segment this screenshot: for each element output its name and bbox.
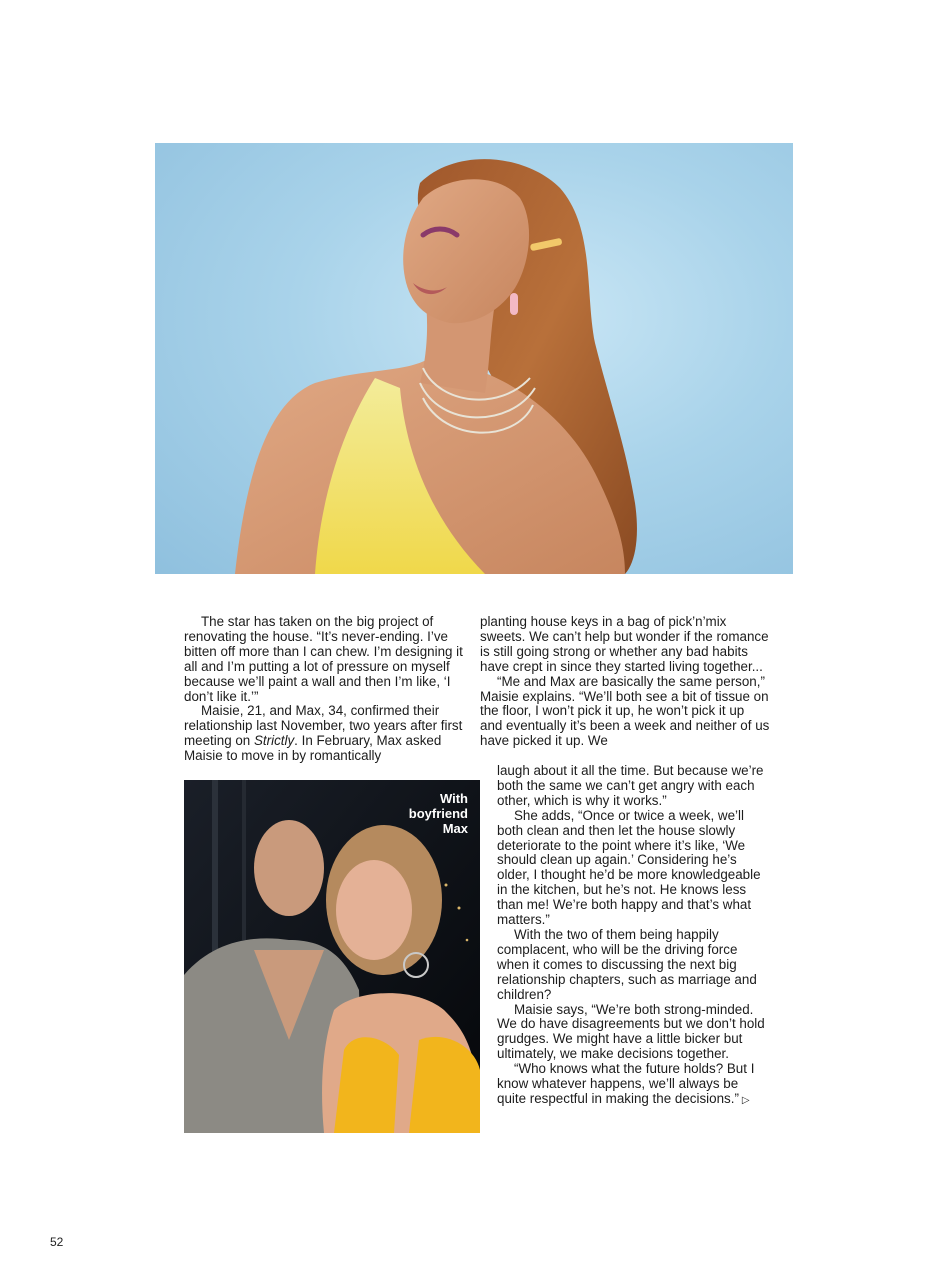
woman-face (336, 860, 412, 960)
paragraph: With the two of them being happily complacent, who will be the driving force when it comes to discussing the next big relationship chapters, such as marriage and children? (497, 926, 757, 1002)
article-left-column (184, 615, 466, 764)
caption-line: Max (442, 821, 468, 836)
photo-caption (358, 791, 468, 836)
page-number: 52 (50, 1235, 64, 1249)
end-of-article-icon: ▷ (741, 1094, 750, 1106)
paragraph: planting house keys in a bag of pick’n’mix sweets. We can’t help but wonder if the romance is still going strong or whether any bad habits have crept in since they started living together... (480, 614, 769, 674)
paragraph: Maisie says, “We’re both strong-minded. We do have disagreements but we don’t hold grudges. We might have a little bicker but ultimately, we make decisions together. (497, 1001, 765, 1062)
paragraph: Maisie, 21, and Max, 34, confirmed their relationship last November, two years after first meeting on Strictly. In February, Max asked Maisie to move in by romantically (184, 703, 463, 764)
earring (510, 293, 518, 315)
inset-photo (184, 780, 480, 1133)
hero-photo-illustration (155, 143, 793, 574)
caption-line: boyfriend (408, 806, 468, 821)
man-head (254, 820, 324, 916)
article-right-column-bottom (497, 764, 765, 1109)
article-right-column-top (480, 615, 770, 749)
paragraph: She adds, “Once or twice a week, we’ll both clean and then let the house slowly deteriorate to the point where it’s like, ‘We should clean up again.’ Considering he’s older, I thought he’d be more knowledgeable in the kitchen, but he’s not. He knows less than me! We’re both happy and that’s what matters.” (497, 807, 761, 928)
paragraph: laugh about it all the time. But because we’re both the same we can’t get angry with each other, which is why it works.” (497, 763, 764, 808)
paragraph: The star has taken on the big project of renovating the house. “It’s never-ending. I’ve bitten off more than I can chew. I’m designing it all and I’m putting a lot of pressure on myself because we’ll paint a wall and then I’m like, ‘I don’t like it.’” (184, 614, 463, 704)
show-title: Strictly (253, 733, 295, 749)
paragraph: “Who knows what the future holds? But I know whatever happens, we’ll always be quite respectful in making the decisions.” ▷ (497, 1061, 755, 1106)
paragraph: “Me and Max are basically the same person,” Maisie explains. “We’ll both see a bit of tissue on the floor, I won’t pick it up, he won’t pick it up and eventually it’s been a week and neither of us have picked it up. We (480, 673, 770, 749)
caption-line: With (439, 791, 468, 806)
hero-photo (155, 143, 793, 574)
